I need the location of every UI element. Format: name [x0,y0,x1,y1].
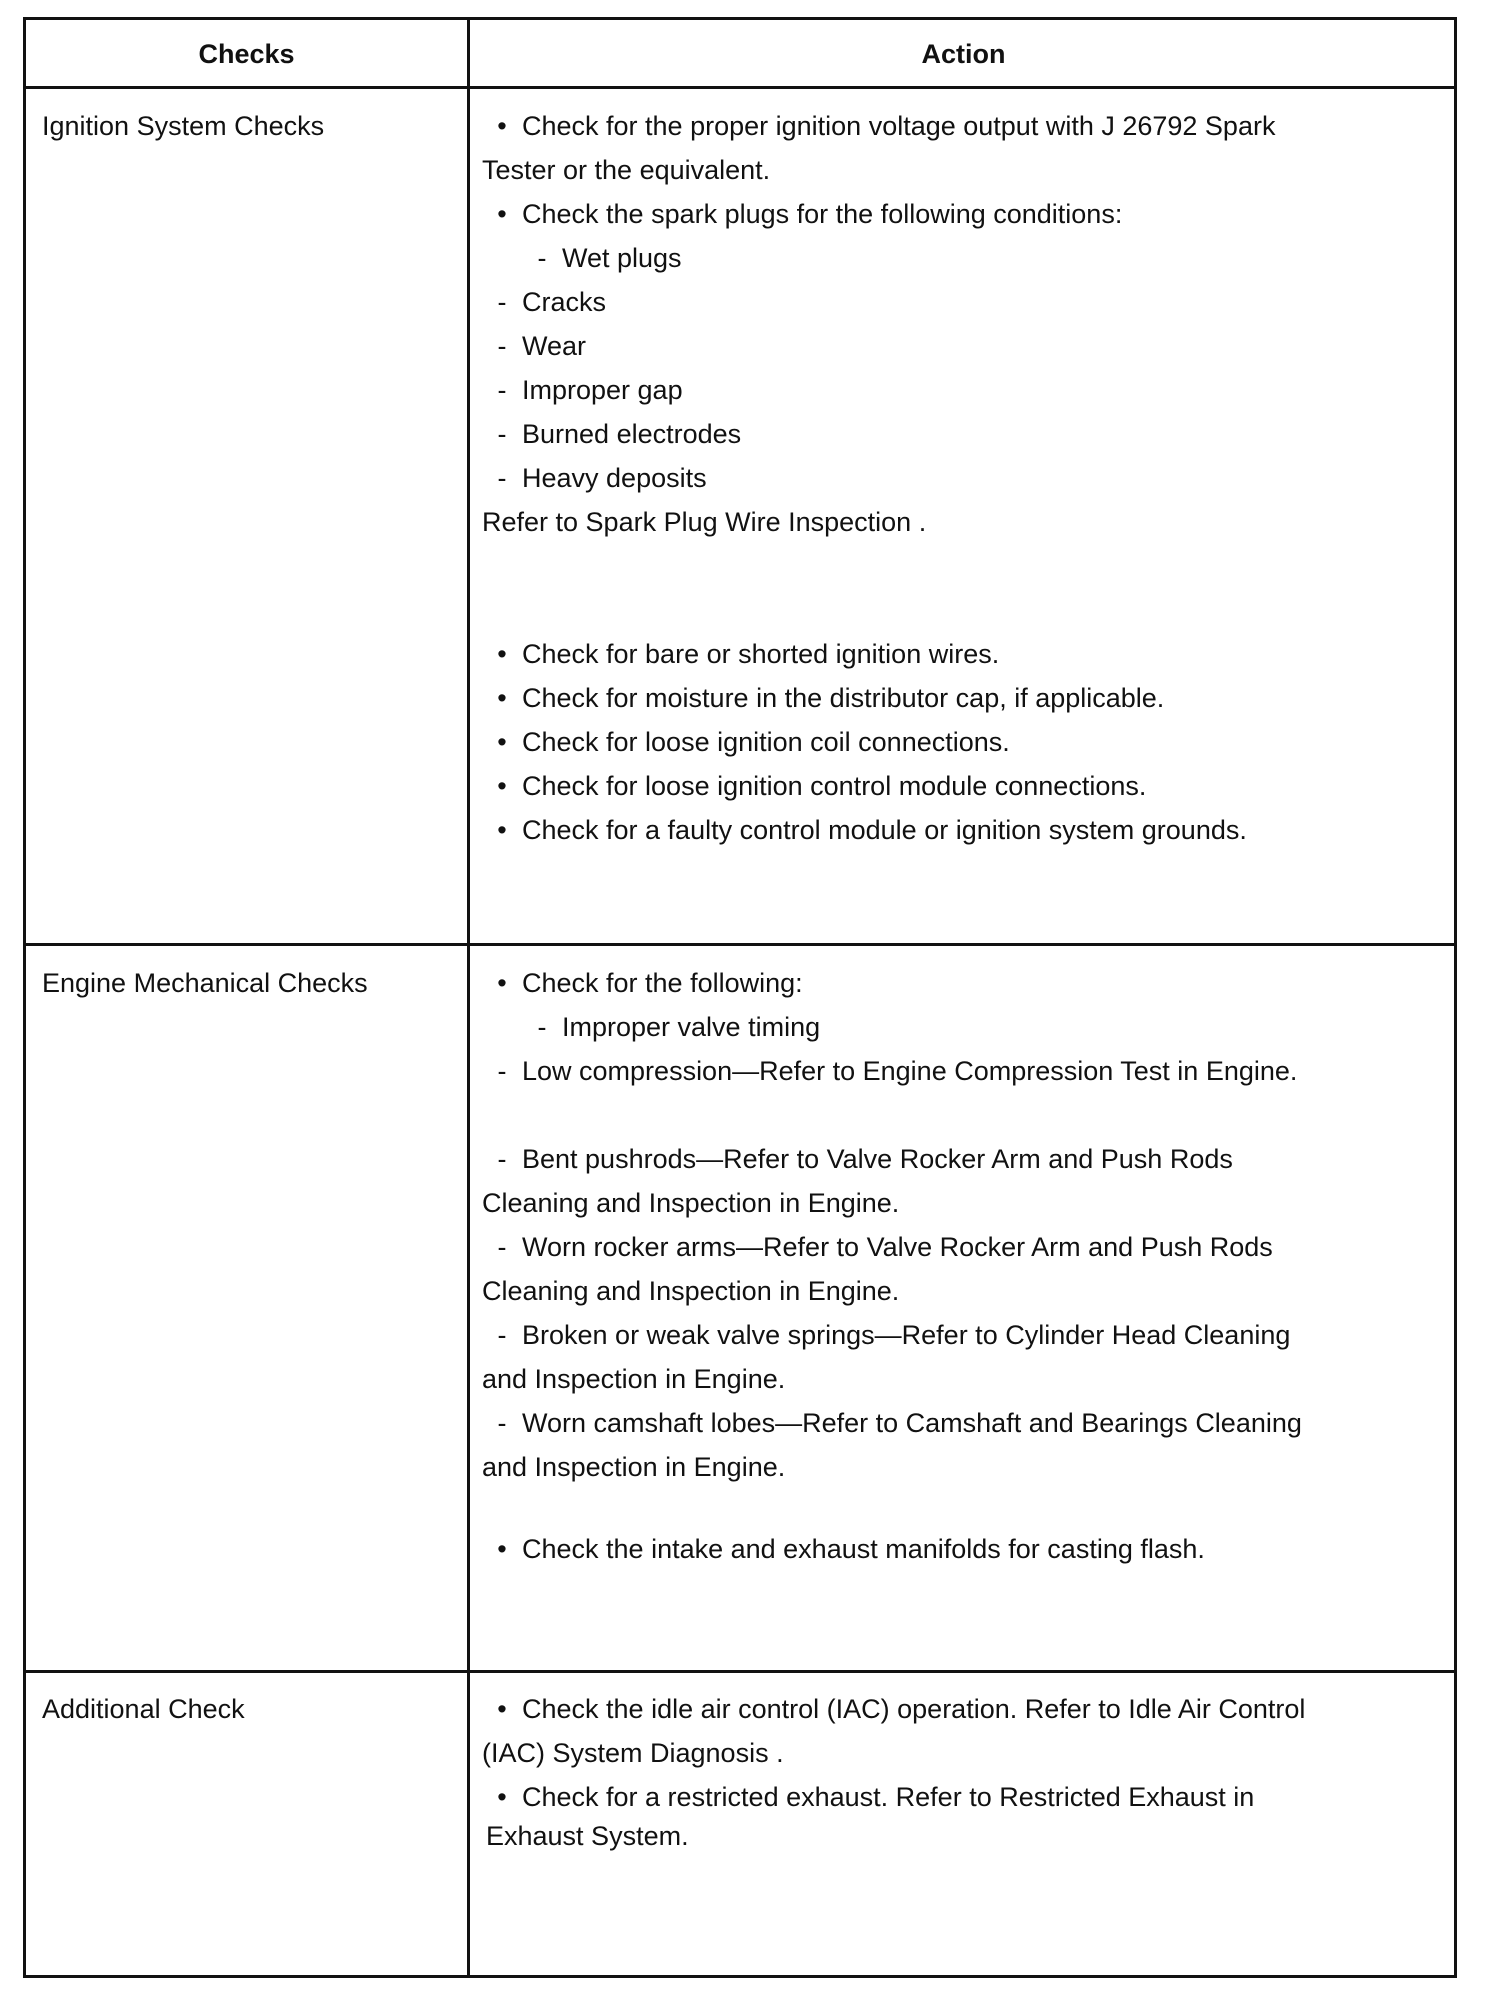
action-line: - Burned electrodes [497,419,742,449]
action-line: - Cracks [497,287,607,317]
action-line: • Check the idle air control (IAC) operation. Refer to Idle Air Control [497,1694,1306,1724]
header-checks: Checks [198,38,295,69]
action-line: • Check for a restricted exhaust. Refer to Restricted Exhaust in [497,1782,1255,1812]
row-divider [26,1670,1454,1673]
action-line: • Check for moisture in the distributor cap, if applicable. [497,683,1165,713]
action-line: • Check for the following: [497,968,803,998]
action-line: • Check for bare or shorted ignition wires. [497,639,1000,669]
action-line: - Worn camshaft lobes—Refer to Camshaft and Bearings Cleaning [497,1408,1302,1438]
action-line: and Inspection in Engine. [482,1452,786,1482]
action-line: - Improper gap [497,375,683,405]
action-line: Refer to Spark Plug Wire Inspection . [482,507,927,537]
action-line: • Check for the proper ignition voltage output with J 26792 Spark [497,111,1276,141]
row-engine-action [482,961,1412,1571]
action-line: (IAC) System Diagnosis . [482,1738,784,1768]
action-line: - Heavy deposits [497,463,707,493]
action-line: • Check the intake and exhaust manifolds for casting flash. [497,1534,1205,1564]
action-line: - Wear [497,331,587,361]
action-line: • Check for loose ignition control module connections. [497,771,1147,801]
action-line: • Check for a faulty control module or ignition system grounds. [497,815,1247,845]
action-line: Tester or the equivalent. [482,155,771,185]
header-action: Action [921,38,1006,69]
action-line: • Check the spark plugs for the following conditions: [497,199,1123,229]
action-line: - Broken or weak valve springs—Refer to Cylinder Head Cleaning [497,1320,1291,1350]
action-line: Cleaning and Inspection in Engine. [482,1188,900,1218]
action-line: - Wet plugs [537,243,682,273]
row-divider [26,943,1454,946]
action-line: Cleaning and Inspection in Engine. [482,1276,900,1306]
action-line: - Improper valve timing [537,1012,821,1042]
row-ignition-action [482,104,1412,852]
action-line: • Check for loose ignition coil connections. [497,727,1010,757]
action-line: and Inspection in Engine. [482,1364,786,1394]
row-additional-action [482,1687,1412,1853]
row-ignition-check: Ignition System Checks [42,111,325,141]
row-engine-check: Engine Mechanical Checks [42,968,368,998]
diagnostic-table [23,17,1457,1978]
action-line: Exhaust System. [486,1821,689,1851]
action-line: - Worn rocker arms—Refer to Valve Rocker Arm and Push Rods [497,1232,1273,1262]
row-additional-check: Additional Check [42,1694,245,1724]
column-divider [467,20,470,1975]
action-line: - Bent pushrods—Refer to Valve Rocker Arm and Push Rods [497,1144,1233,1174]
action-line: - Low compression—Refer to Engine Compression Test in Engine. [497,1056,1298,1086]
